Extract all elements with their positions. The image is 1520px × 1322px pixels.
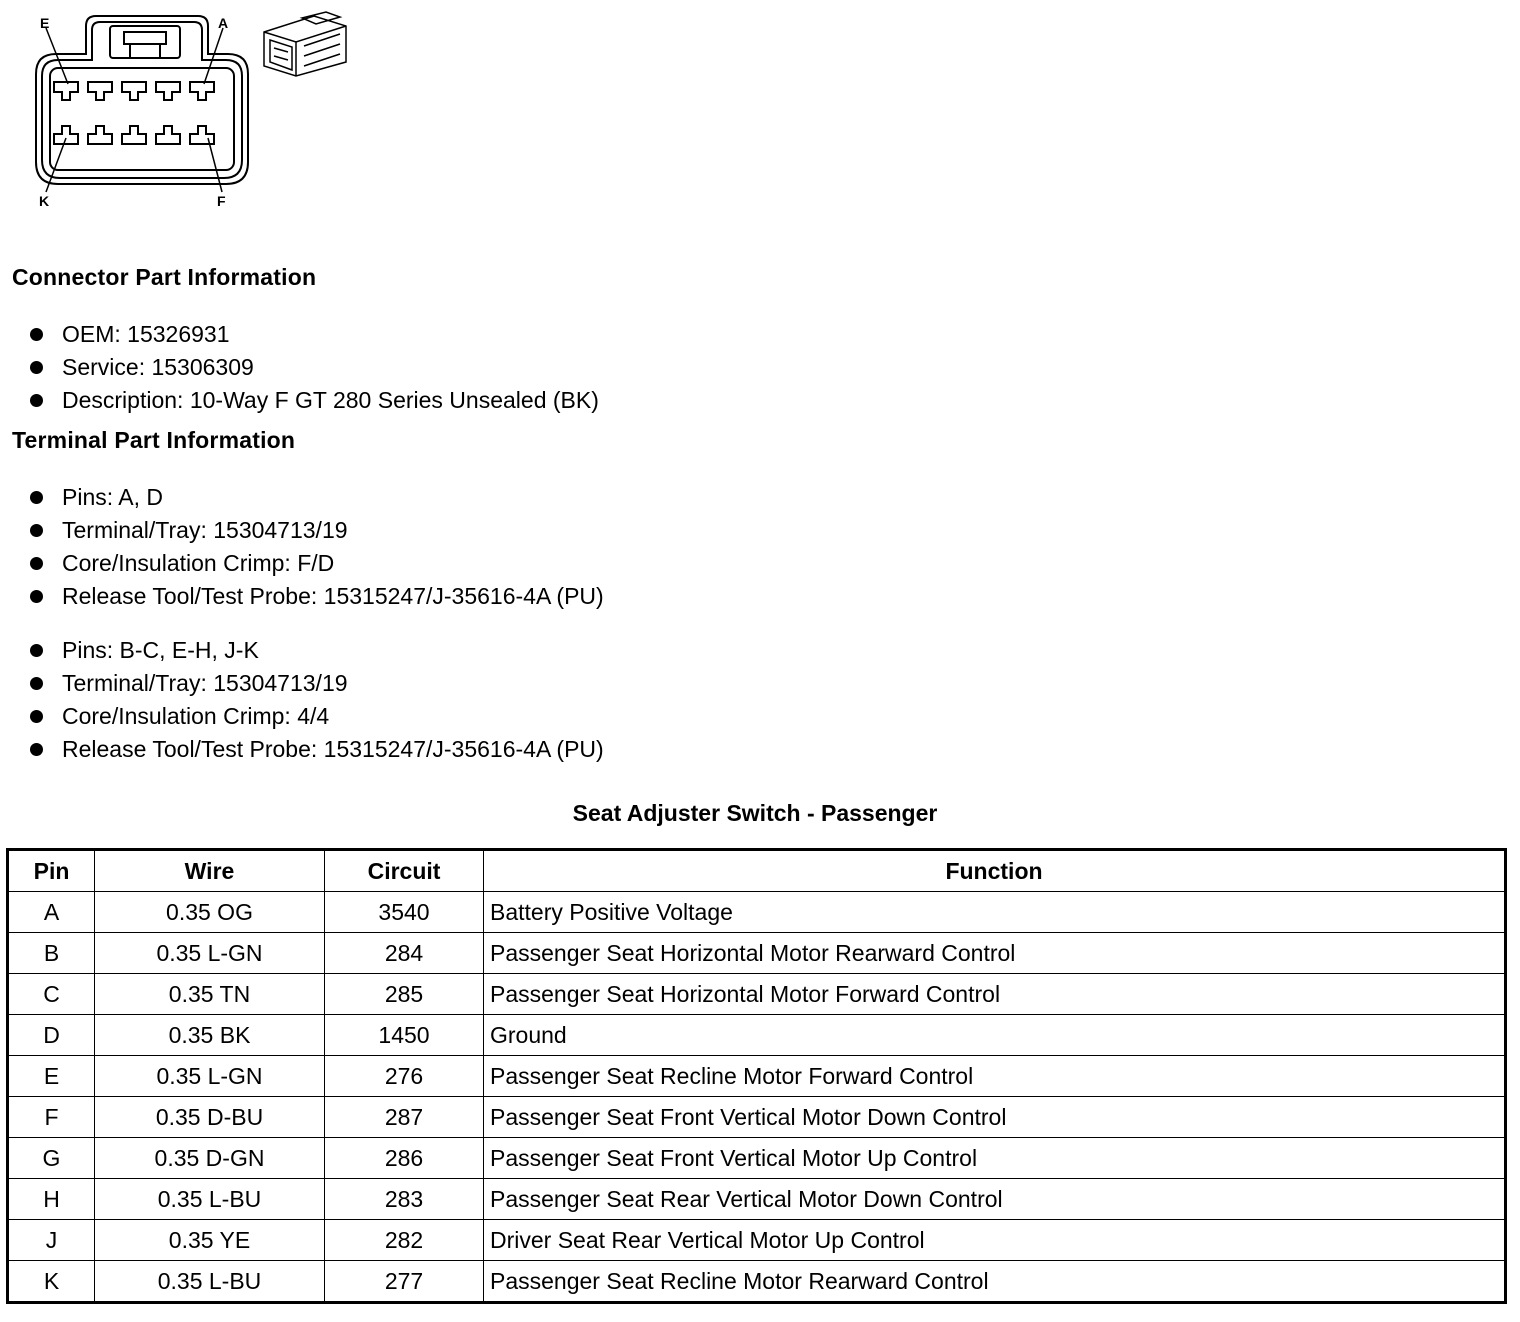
- table-row: [8, 974, 1506, 1015]
- list-item: [28, 351, 599, 384]
- wire-cell: 0.35 YE: [95, 1220, 325, 1261]
- pin-cell: C: [8, 974, 95, 1015]
- function-cell: Passenger Seat Recline Motor Forward Control: [484, 1056, 1506, 1097]
- pinout-table: [6, 848, 1507, 1304]
- bullet-icon: [30, 524, 43, 537]
- bullet-icon: [30, 743, 43, 756]
- table-row: [8, 1056, 1506, 1097]
- list-item: [28, 514, 604, 547]
- wire-cell: 0.35 L-BU: [95, 1179, 325, 1220]
- function-cell: Passenger Seat Horizontal Motor Rearward Control: [484, 933, 1506, 974]
- table-header-row: [8, 850, 1506, 892]
- list-item: [28, 547, 604, 580]
- bullet-icon: [30, 590, 43, 603]
- pin-cell: A: [8, 892, 95, 933]
- circuit-cell: 1450: [325, 1015, 484, 1056]
- list-item: [28, 634, 604, 667]
- bullet-icon: [30, 328, 43, 341]
- pin-cell: B: [8, 933, 95, 974]
- list-item-text: Terminal/Tray: 15304713/19: [62, 670, 348, 696]
- circuit-cell: 282: [325, 1220, 484, 1261]
- wire-cell: 0.35 L-BU: [95, 1261, 325, 1303]
- terminal-cavity-top: [190, 82, 214, 100]
- list-item-text: Description: 10-Way F GT 280 Series Unsealed (BK): [62, 387, 599, 413]
- bullet-icon: [30, 644, 43, 657]
- circuit-cell: 276: [325, 1056, 484, 1097]
- wire-cell: 0.35 OG: [95, 892, 325, 933]
- terminal-cavity-bottom: [54, 126, 78, 144]
- terminal-cavity-top: [122, 82, 146, 100]
- wire-cell: 0.35 TN: [95, 974, 325, 1015]
- circuit-cell: 3540: [325, 892, 484, 933]
- table-row: [8, 933, 1506, 974]
- connector-part-info-heading: Connector Part Information: [12, 264, 317, 290]
- circuit-cell: 286: [325, 1138, 484, 1179]
- list-item-text: Core/Insulation Crimp: F/D: [62, 550, 335, 576]
- table-row: [8, 1179, 1506, 1220]
- list-item: [28, 667, 604, 700]
- list-item-text: OEM: 15326931: [62, 321, 230, 347]
- pin-cell: G: [8, 1138, 95, 1179]
- pin-cell: E: [8, 1056, 95, 1097]
- pin-cell: J: [8, 1220, 95, 1261]
- table-row: [8, 1097, 1506, 1138]
- circuit-cell: 284: [325, 933, 484, 974]
- terminal-cavity-top: [54, 82, 78, 100]
- terminal-part-info-heading: Terminal Part Information: [12, 427, 296, 453]
- function-cell: Passenger Seat Horizontal Motor Forward Control: [484, 974, 1506, 1015]
- function-cell: Battery Positive Voltage: [484, 892, 1506, 933]
- column-header-pin: Pin: [8, 850, 95, 892]
- table-row: [8, 1015, 1506, 1056]
- function-cell: Passenger Seat Recline Motor Rearward Control: [484, 1261, 1506, 1303]
- bullet-icon: [30, 361, 43, 374]
- terminal-cavity-bottom: [156, 126, 180, 144]
- bullet-icon: [30, 557, 43, 570]
- function-cell: Ground: [484, 1015, 1506, 1056]
- bullet-icon: [30, 394, 43, 407]
- terminal-cavity-top: [88, 82, 112, 100]
- function-cell: Passenger Seat Front Vertical Motor Up Control: [484, 1138, 1506, 1179]
- function-cell: Passenger Seat Rear Vertical Motor Down Control: [484, 1179, 1506, 1220]
- bullet-icon: [30, 677, 43, 690]
- bullet-icon: [30, 491, 43, 504]
- circuit-cell: 277: [325, 1261, 484, 1303]
- circuit-cell: 287: [325, 1097, 484, 1138]
- function-cell: Passenger Seat Front Vertical Motor Down Control: [484, 1097, 1506, 1138]
- wire-cell: 0.35 D-GN: [95, 1138, 325, 1179]
- list-item: [28, 318, 599, 351]
- table-row: [8, 1220, 1506, 1261]
- list-item-text: Service: 15306309: [62, 354, 254, 380]
- list-item-text: Release Tool/Test Probe: 15315247/J-35616-4A (PU): [62, 736, 604, 762]
- column-header-circuit: Circuit: [325, 850, 484, 892]
- pin-cell: H: [8, 1179, 95, 1220]
- table-title: Seat Adjuster Switch - Passenger: [572, 800, 938, 826]
- pin-label-a: A: [218, 15, 229, 31]
- table-row: [8, 892, 1506, 933]
- wire-cell: 0.35 D-BU: [95, 1097, 325, 1138]
- pin-cell: F: [8, 1097, 95, 1138]
- list-item-text: Pins: A, D: [62, 484, 163, 510]
- pin-label-e: E: [40, 15, 50, 31]
- list-item-text: Core/Insulation Crimp: 4/4: [62, 703, 330, 729]
- column-header-function: Function: [484, 850, 1506, 892]
- list-item-text: Pins: B-C, E-H, J-K: [62, 637, 259, 663]
- list-item: [28, 700, 604, 733]
- bullet-icon: [30, 710, 43, 723]
- list-item: [28, 481, 604, 514]
- terminal-group-1-list: [28, 481, 604, 613]
- list-item: [28, 733, 604, 766]
- connector-isometric-view: [256, 4, 356, 80]
- list-item-text: Release Tool/Test Probe: 15315247/J-35616-4A (PU): [62, 583, 604, 609]
- pin-label-k: K: [39, 193, 50, 209]
- pin-cell: D: [8, 1015, 95, 1056]
- wire-cell: 0.35 L-GN: [95, 933, 325, 974]
- column-header-wire: Wire: [95, 850, 325, 892]
- connector-part-info-list: [28, 318, 599, 417]
- pin-cell: K: [8, 1261, 95, 1303]
- terminal-cavity-bottom: [122, 126, 146, 144]
- connector-face-diagram: [28, 12, 258, 212]
- list-item: [28, 384, 599, 417]
- terminal-cavity-top: [156, 82, 180, 100]
- terminal-cavity-bottom: [88, 126, 112, 144]
- list-item: [28, 580, 604, 613]
- table-row: [8, 1138, 1506, 1179]
- list-item-text: Terminal/Tray: 15304713/19: [62, 517, 348, 543]
- wire-cell: 0.35 BK: [95, 1015, 325, 1056]
- pin-label-f: F: [217, 193, 226, 209]
- circuit-cell: 283: [325, 1179, 484, 1220]
- table-row: [8, 1261, 1506, 1303]
- terminal-cavity-bottom: [190, 126, 214, 144]
- wire-cell: 0.35 L-GN: [95, 1056, 325, 1097]
- circuit-cell: 285: [325, 974, 484, 1015]
- terminal-group-2-list: [28, 634, 604, 766]
- function-cell: Driver Seat Rear Vertical Motor Up Control: [484, 1220, 1506, 1261]
